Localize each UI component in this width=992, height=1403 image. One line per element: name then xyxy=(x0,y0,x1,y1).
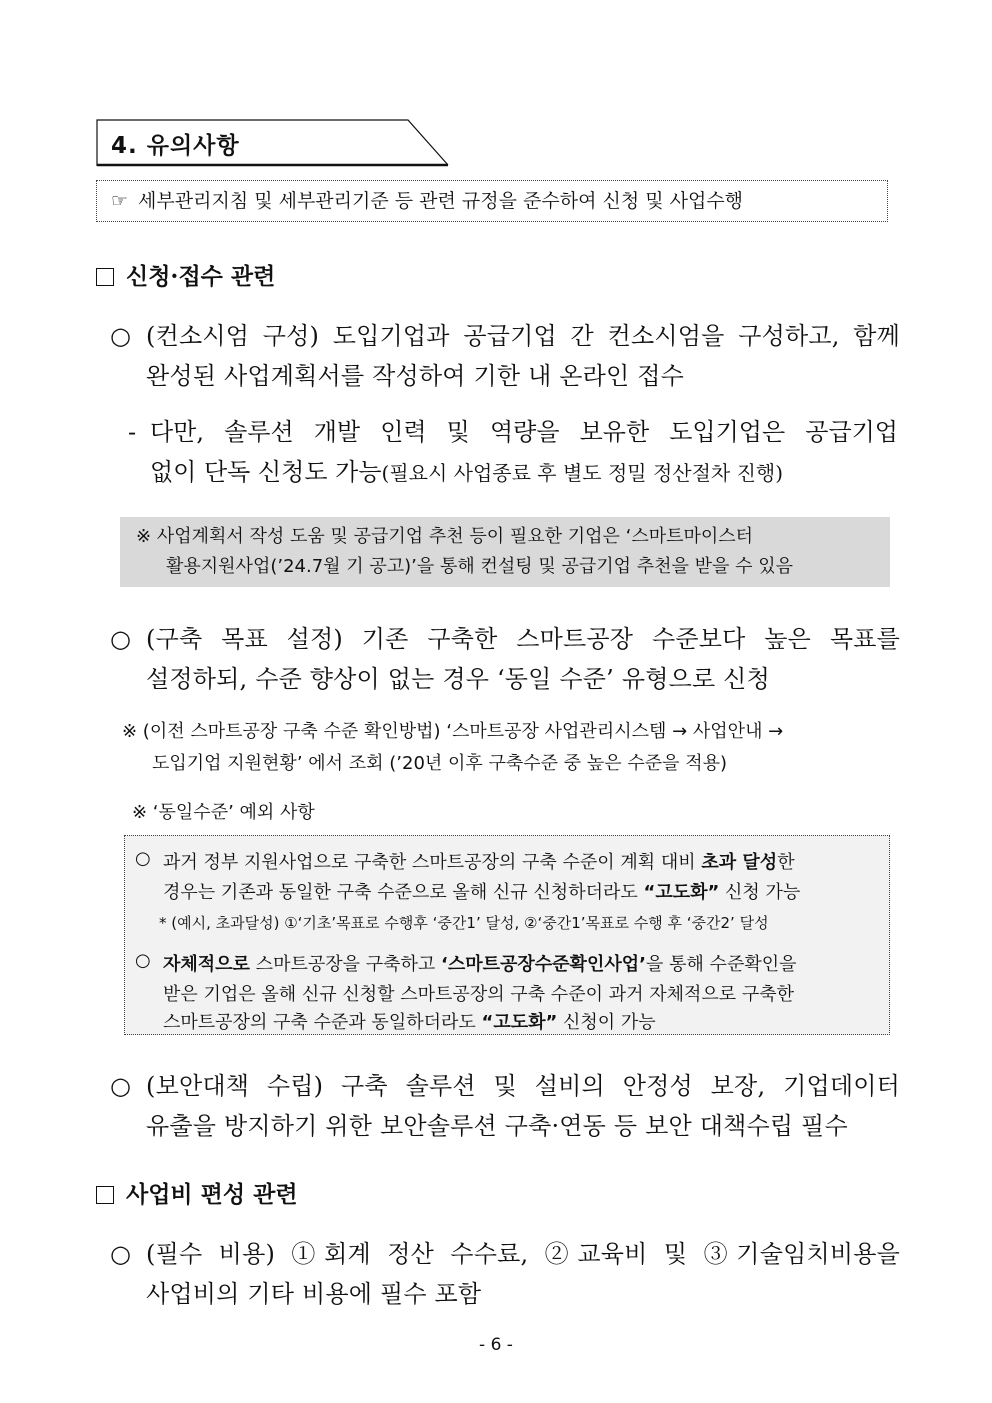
bullet-required-costs xyxy=(110,1234,900,1314)
gray-note-box xyxy=(120,517,890,587)
bullet-consortium xyxy=(110,316,900,396)
page-number: - 6 - xyxy=(479,1335,513,1355)
header-title: 4. 유의사항 xyxy=(111,133,240,159)
section-title: 사업비 편성 관련 xyxy=(126,1181,298,1208)
dash-line-main: 없이 단독 신청도 가능 xyxy=(150,458,382,486)
dash-line-paren: (필요시 사업종료 후 별도 정밀 정산절차 진행) xyxy=(381,461,784,485)
bullet-line: (필수 비용) ①회계 정산 수수료, ②교육비 및 ③기술임치비용을 xyxy=(146,1240,900,1268)
dash-solo-application xyxy=(128,412,898,493)
dash-bullet-icon: - xyxy=(128,418,137,446)
exception-footnote: * (예시, 초과달성) ①‘기초’목표로 수행후 ‘중간1’ 달성, ②‘중간1’목표로 수행 후 ‘중간2’ 달성 xyxy=(159,914,769,932)
bullet-build-target xyxy=(110,619,900,699)
exception-item2-line2: 받은 기업은 올해 신규 신청할 스마트공장의 구축 수준이 과거 자체적으로 구축한 xyxy=(163,984,795,1005)
ref-line: ※ (이전 스마트공장 구축 수준 확인방법) ‘스마트공장 사업관리시스템 → 사업안내 → xyxy=(122,721,784,742)
circle-bullet-icon: ○ xyxy=(135,848,151,869)
circle-bullet-icon: ○ xyxy=(135,950,151,971)
bullet-line: 사업비의 기타 비용에 필수 포함 xyxy=(146,1280,482,1308)
section-title: 신청·접수 관련 xyxy=(126,263,276,290)
exception-item2-line3: 스마트공장의 구축 수준과 동일하더라도 “고도화” 신청이 가능 xyxy=(163,1012,656,1033)
circle-bullet-icon: ○ xyxy=(110,625,131,653)
exception-title: ※ ‘동일수준’ 예외 사항 xyxy=(132,802,315,823)
notice-text: 세부관리지침 및 세부관리기준 등 관련 규정을 준수하여 신청 및 사업수행 xyxy=(138,190,744,212)
notice-box xyxy=(96,180,888,222)
bullet-line: (컨소시엄 구성) 도입기업과 공급기업 간 컨소시엄을 구성하고, 함께 xyxy=(146,322,900,350)
section-heading-application xyxy=(96,258,275,291)
checkbox-square-icon xyxy=(96,268,114,286)
bullet-line: 완성된 사업계획서를 작성하여 기한 내 온라인 접수 xyxy=(146,362,685,390)
section-heading-budget xyxy=(96,1176,298,1209)
circle-bullet-icon: ○ xyxy=(110,322,131,350)
ref-line: 도입기업 지원현황’ 에서 조회 (’20년 이후 구축수준 중 높은 수준을 적용) xyxy=(152,753,728,774)
exception-item1-line1: 과거 정부 지원사업으로 구축한 스마트공장의 구축 수준이 계획 대비 초과 달성한 xyxy=(163,852,795,873)
note-line: ※ 사업계획서 작성 도움 및 공급기업 추천 등이 필요한 기업은 ‘스마트마이스터 xyxy=(136,526,754,547)
pointing-hand-icon: ☞ xyxy=(111,190,129,212)
bullet-line: (보안대책 수립) 구축 솔루션 및 설비의 안정성 보장, 기업데이터 xyxy=(146,1072,900,1100)
bullet-line: (구축 목표 설정) 기존 구축한 스마트공장 수준보다 높은 목표를 xyxy=(146,625,900,653)
reference-note xyxy=(122,716,898,780)
circle-bullet-icon: ○ xyxy=(110,1072,131,1100)
exception-item1-line2: 경우는 기존과 동일한 구축 수준으로 올해 신규 신청하더라도 “고도화” 신청 가능 xyxy=(163,882,801,903)
checkbox-square-icon xyxy=(96,1186,114,1204)
exception-box xyxy=(124,835,890,1035)
note-line: 활용지원사업(’24.7월 기 공고)’을 통해 컨설팅 및 공급기업 추천을 받을 수 있음 xyxy=(166,556,794,577)
exception-item2-line1: 자체적으로 스마트공장을 구축하고 ‘스마트공장수준확인사업’을 통해 수준확인을 xyxy=(163,954,797,975)
circle-bullet-icon: ○ xyxy=(110,1240,131,1268)
section-header-tab xyxy=(96,119,448,165)
bullet-security xyxy=(110,1066,900,1146)
bullet-line: 설정하되, 수준 향상이 없는 경우 ‘동일 수준’ 유형으로 신청 xyxy=(146,665,770,693)
bullet-line: 유출을 방지하기 위한 보안솔루션 구축·연동 등 보안 대책수립 필수 xyxy=(146,1112,848,1140)
dash-line: 다만, 솔루션 개발 인력 및 역량을 보유한 도입기업은 공급기업 xyxy=(150,418,898,446)
